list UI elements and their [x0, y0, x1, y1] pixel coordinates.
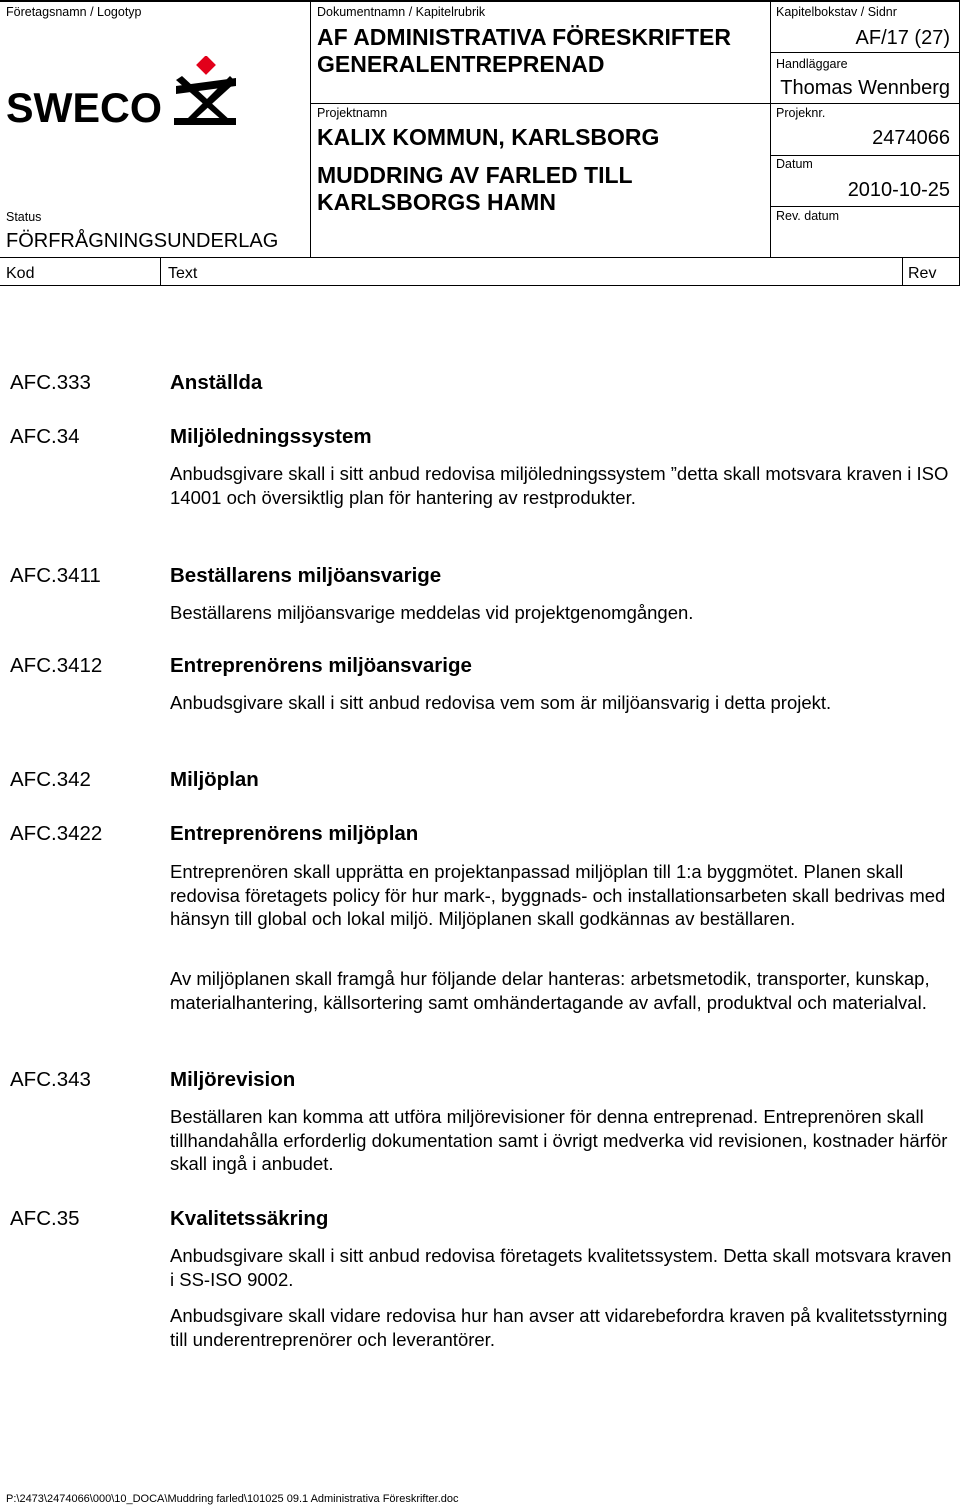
header-revdate-rule [770, 206, 960, 207]
section-code: AFC.3422 [10, 822, 103, 845]
header-divider-2 [770, 0, 771, 258]
section-heading: Miljörevision [170, 1068, 296, 1091]
section-code: AFC.342 [10, 768, 91, 791]
project-label: Projektnamn [317, 106, 388, 120]
section-heading: Entreprenörens miljöplan [170, 822, 419, 845]
section-paragraph: Anbudsgivare skall i sitt anbud redovisa miljöledningssystem ”detta skall motsvara kraven i ISO 14001 och översiktlig plan för hantering av restprodukter. [170, 463, 949, 508]
sweco-logo [6, 56, 238, 128]
section-heading: Miljöledningssystem [170, 425, 372, 448]
revdate-label: Rev. datum [776, 209, 839, 223]
projnr-label: Projeknr. [776, 106, 826, 120]
sweco-logo-graphic [6, 56, 238, 128]
doc-title-line-1: AF ADMINISTRATIVA FÖRESKRIFTER [317, 24, 731, 50]
section-paragraph: Anbudsgivare skall i sitt anbud redovisa vem som är miljöansvarig i detta projekt. [170, 692, 832, 713]
company-label: Företagsnamn / Logotyp [6, 5, 142, 19]
section-heading: Anställda [170, 371, 263, 394]
project-name-line-2: MUDDRING AV FARLED TILL [317, 162, 633, 188]
logo-base-icon [174, 118, 236, 125]
section-heading: Entreprenörens miljöansvarige [170, 654, 472, 677]
section-code: AFC.343 [10, 1068, 91, 1091]
date-value: 2010-10-25 [847, 179, 950, 201]
handler-value: Thomas Wennberg [780, 77, 950, 99]
section-paragraph: Entreprenören skall upprätta en projektanpassad miljöplan till 1:a byggmötet. Planen skall redovisa företagets policy för hur mark-, byggnads- och installationsarbeten skall bedrivas med hänsyn till global och lokal miljö. Miljöplanen skall godkännas av beställaren. [170, 861, 946, 929]
section-paragraph: Av miljöplanen skall framgå hur följande delar hanteras: arbetsmetodik, transporter, kunskap, materialhantering, källsortering samt omhändertagande av avfall, produktval och materialval. [170, 968, 930, 1013]
section-heading: Miljöplan [170, 768, 259, 791]
header-status-rule [0, 257, 960, 258]
col-rev-label: Rev [908, 265, 937, 282]
section-code: AFC.333 [10, 371, 91, 394]
section-code: AFC.3411 [10, 564, 101, 587]
project-name-line-1: KALIX KOMMUN, KARLSBORG [317, 124, 660, 150]
section-code: AFC.3412 [10, 654, 103, 677]
section-paragraph: Beställaren kan komma att utföra miljörevisioner för denna entreprenad. Entreprenören skall tillhandahålla erforderlig dokumentation samt i övrigt medverka vid revisionen, kostnader härför skall ingå i anbudet. [170, 1106, 948, 1174]
projnr-value: 2474066 [872, 127, 950, 149]
date-label: Datum [776, 157, 813, 171]
header-divider-kod [160, 258, 161, 286]
header-top-rule [0, 0, 960, 2]
section-paragraph: Anbudsgivare skall i sitt anbud redovisa företagets kvalitetssystem. Detta skall motsvara kraven i SS-ISO 9002. [170, 1245, 952, 1290]
col-text-label: Text [168, 265, 198, 282]
header-project-rule [310, 103, 960, 104]
section-paragraph: Anbudsgivare skall vidare redovisa hur han avser att vidarebefordra kraven på kvalitetsstyrning till underentreprenörer och leverantörer. [170, 1305, 948, 1350]
document-header [0, 0, 960, 290]
header-bottom-rule [0, 285, 960, 286]
section-heading: Kvalitetssäkring [170, 1207, 329, 1230]
doc-label: Dokumentnamn / Kapitelrubrik [317, 5, 486, 19]
logo-head-icon [196, 56, 216, 75]
header-handler-rule [770, 52, 960, 53]
section-code: AFC.34 [10, 425, 80, 448]
project-name-line-3: KARLSBORGS HAMN [317, 189, 556, 215]
section-code: AFC.35 [10, 1207, 80, 1230]
status-label: Status [6, 210, 42, 224]
col-kod-label: Kod [6, 265, 35, 282]
section-paragraph: Beställarens miljöansvarige meddelas vid projektgenomgången. [170, 602, 694, 623]
logo-wordmark: SWECO [6, 84, 162, 128]
header-divider-1 [310, 0, 311, 258]
section-heading: Beställarens miljöansvarige [170, 564, 442, 587]
chapter-label: Kapitelbokstav / Sidnr [776, 5, 897, 19]
header-date-rule [770, 155, 960, 156]
chapter-value: AF/17 (27) [855, 27, 950, 49]
file-path-footer: P:\2473\2474066\000\10_DOCA\Muddring farled\101025 09.1 Administrativa Föreskrifter.doc [6, 1493, 459, 1505]
handler-label: Handläggare [776, 57, 848, 71]
header-divider-rev [902, 258, 903, 286]
status-value: FÖRFRÅGNINGSUNDERLAG [6, 230, 279, 252]
doc-title-line-2: GENERALENTREPRENAD [317, 51, 605, 77]
